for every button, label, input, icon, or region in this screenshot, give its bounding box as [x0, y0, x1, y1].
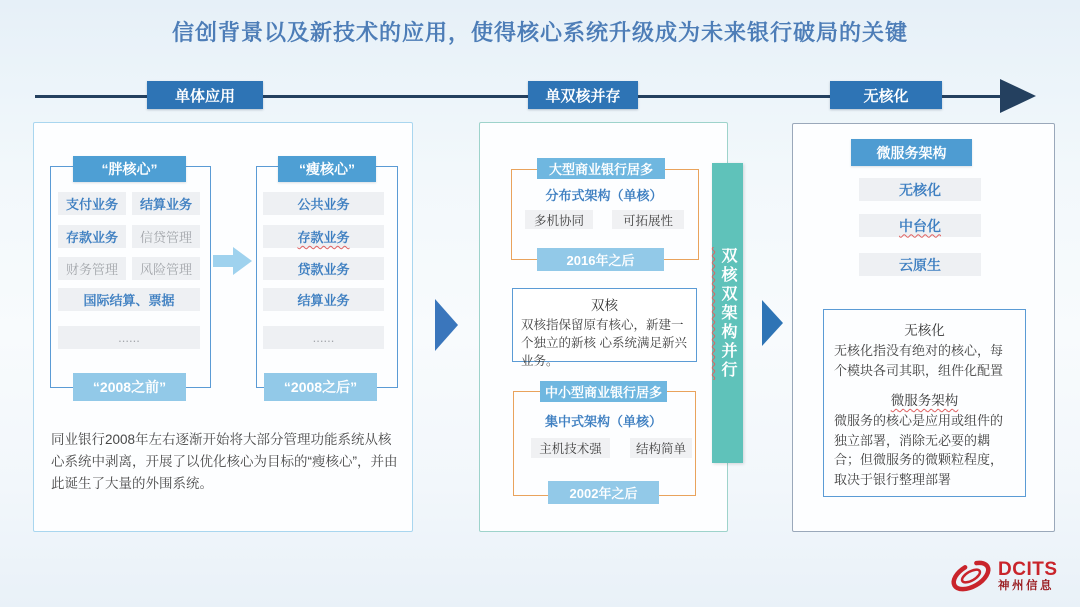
large-bank-arch: 分布式架构（单核）	[545, 188, 663, 203]
thin-core-header: “瘦核心”	[278, 156, 376, 182]
thin-core-year: “2008之后”	[264, 373, 377, 401]
thin-core-item: ......	[263, 326, 384, 349]
timeline-arrowhead-icon	[1000, 79, 1036, 113]
dual-architecture-banner	[712, 163, 743, 463]
fat-core-item: ......	[58, 326, 200, 349]
timeline-stage-monolith: 单体应用	[147, 81, 263, 109]
large-bank-tag: 多机协同	[525, 210, 593, 229]
dcits-logo	[948, 551, 1076, 601]
coreless-detail-title1: 无核化	[904, 323, 945, 338]
coreless-detail-body1: 无核化指没有绝对的核心，每个模块各司其职，组件化配置	[834, 343, 1004, 378]
fat-core-header: “胖核心”	[73, 156, 186, 182]
dual-core-definition-box	[512, 288, 697, 369]
panel1-to-panel2-arrow-icon	[435, 299, 458, 351]
midplatform-chip: 中台化	[859, 214, 981, 237]
thin-core-item: 贷款业务	[263, 257, 384, 280]
panel-monolith	[33, 122, 413, 532]
fat-core-item: 财务管理	[58, 257, 126, 280]
coreless-chip: 无核化	[859, 178, 981, 201]
logo-text	[998, 560, 1058, 592]
logo-brand: DCITS	[998, 559, 1058, 580]
coreless-detail-box	[823, 309, 1026, 497]
timeline-stage-dualcore: 单双核并存	[528, 81, 638, 109]
panel-dualcore	[479, 122, 728, 532]
small-bank-arch: 集中式架构（单核）	[544, 414, 662, 429]
dual-core-body: 双核指保留原有核心，新建一个独立的新核 心系统满足新兴业务。	[521, 318, 687, 369]
large-bank-tag: 可拓展性	[612, 210, 684, 229]
dcits-swoosh-icon	[948, 554, 994, 598]
fat-core-item: 存款业务	[58, 225, 126, 248]
thin-core-item: 公共业务	[263, 192, 384, 215]
small-bank-tag: 结构简单	[630, 438, 692, 458]
monolith-note: 同业银行2008年左右逐渐开始将大部分管理功能系统从核心系统中剥离，开展了以优化核心为目标的“瘦核心”，并由此诞生了大量的外围系统。	[51, 432, 398, 491]
fat-core-item: 支付业务	[58, 192, 126, 215]
small-bank-header: 中小型商业银行居多	[540, 381, 667, 402]
slide-title: 信创背景以及新技术的应用，使得核心系统升级成为未来银行破局的关键	[171, 20, 908, 45]
microservice-header: 微服务架构	[851, 139, 972, 166]
cloudnative-chip: 云原生	[859, 253, 981, 276]
thin-core-item: 存款业务	[263, 225, 384, 248]
dual-architecture-label: 双核双架构并行	[719, 246, 736, 380]
large-bank-header: 大型商业银行居多	[537, 158, 665, 179]
fat-core-item: 风险管理	[132, 257, 200, 280]
fat-core-item: 信贷管理	[132, 225, 200, 248]
panel-coreless	[792, 123, 1055, 532]
large-bank-year: 2016年之后	[537, 248, 664, 271]
fat-core-item: 国际结算、票据	[58, 288, 200, 311]
fat-to-thin-arrow-icon	[213, 246, 253, 276]
coreless-detail-title2: 微服务架构	[890, 393, 959, 408]
logo-company: 神州信息	[998, 579, 1054, 592]
timeline-stage-coreless: 无核化	[830, 81, 942, 109]
coreless-detail-body2: 微服务的核心是应用或组件的独立部署，消除无必要的耦合；但微服务的微颗粒程度，取决于银行整理部署	[834, 413, 1004, 487]
small-bank-year: 2002年之后	[548, 481, 659, 504]
panel2-to-panel3-arrow-icon	[762, 300, 783, 346]
dual-core-title: 双核	[591, 298, 618, 313]
fat-core-year: “2008之前”	[73, 373, 186, 401]
thin-core-item: 结算业务	[263, 288, 384, 311]
small-bank-tag: 主机技术强	[531, 438, 610, 458]
fat-core-item: 结算业务	[132, 192, 200, 215]
